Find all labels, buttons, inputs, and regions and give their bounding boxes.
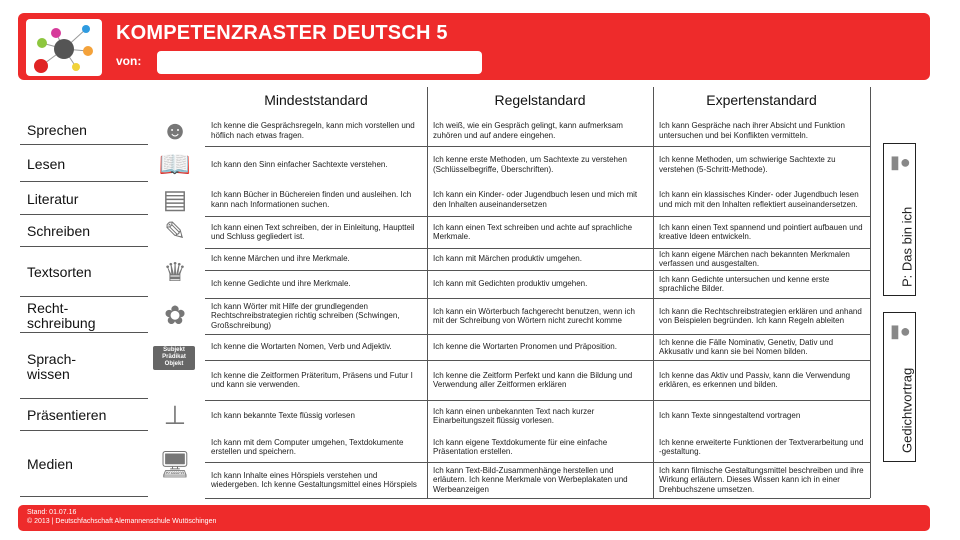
label-underline: [20, 144, 148, 145]
project-box-das-bin-ich: [883, 143, 916, 296]
competence-cell: Ich kenne die Fälle Nominativ, Genetiv, Dativ und Akkusativ und kann sie bei Nomen bilden.: [659, 337, 834, 356]
school-logo: [26, 19, 102, 76]
competence-label: Sprach- wissen: [27, 351, 77, 382]
project-label: P: Das bin ich: [899, 206, 914, 287]
column-header-regelstandard: Regelstandard: [494, 92, 586, 108]
competence-cell: Ich kann eigene Märchen nach bekannten Merkmalen verfassen und ausgestalten.: [659, 249, 850, 268]
competence-label: Sprechen: [27, 121, 87, 138]
project-box-gedichtvortrag: [883, 312, 916, 462]
competence-cell: Ich kann Text-Bild-Zusammenhänge herstellen und erläutern. Ich kenne Merkmale von Werbeplakaten und Werbeanzeigen: [433, 465, 628, 494]
table-bottom: [205, 498, 870, 499]
competence-cell: Ich kann eigene Textdokumente für eine einfache Präsentation erstellen.: [433, 437, 608, 456]
competence-cell: Ich weiß, wie ein Gespräch gelingt, kann aufmerksam zuhören und auf andere eingehen.: [433, 121, 623, 140]
competence-cell: Ich kann ein Wörterbuch fachgerecht benutzen, wenn ich mit der Schreibung von Wörtern nicht zurecht komme: [433, 306, 635, 325]
label-underline: [20, 430, 148, 431]
competence-label: Recht- schreibung: [27, 300, 96, 331]
book-icon: 📖: [158, 148, 192, 179]
competence-cell: Ich kann Texte sinngestaltend vortragen: [659, 411, 801, 421]
footer-copyright: © 2013 | Deutschfachschaft Alemannenschule Wutöschingen: [27, 518, 217, 525]
competence-cell: Ich kann einen Text spannend und pointiert aufbauen und kreative Ideen entwickeln.: [659, 222, 863, 241]
competence-label: Textsorten: [27, 264, 92, 280]
competence-cell: Ich kenne die Wortarten Pronomen und Präposition.: [433, 342, 617, 352]
footer-date: Stand: 01.07.16: [27, 509, 77, 516]
computer-icon: 🖥: [158, 449, 192, 479]
label-underline: [20, 214, 148, 215]
competence-cell: Ich kenne Methoden, um schwierige Sachtexte zu verstehen (5-Schritt-Methode).: [659, 155, 836, 174]
pen-icon: ✎: [164, 216, 186, 246]
network-logo-icon: [26, 19, 102, 76]
competence-cell: Ich kann Inhalte eines Hörspiels verstehen und wiedergeben. Ich kenne Gestaltungsmittel eines Hörspiels: [211, 470, 417, 489]
competence-cell: Ich kann Wörter mit Hilfe der grundlegenden Rechtschreibstrategien richtig schreiben (Schwingen, Großschreibung): [211, 301, 400, 330]
competence-cell: Ich kann Bücher in Büchereien finden und ausleihen. Ich kann nach Informationen suchen.: [211, 190, 412, 209]
project-label: Gedichtvortrag: [899, 367, 914, 453]
competence-cell: Ich kenne die Wortarten Nomen, Verb und Adjektiv.: [211, 342, 392, 352]
label-underline: [20, 496, 148, 497]
label-underline: [20, 296, 148, 297]
competence-cell: Ich kann Gespräche nach ihrer Absicht und Funktion untersuchen und bei Konflikten vermitteln.: [659, 121, 845, 140]
competence-cell: Ich kann einen Text schreiben, der in Einleitung, Hauptteil und Schluss gegliedert ist.: [211, 222, 415, 241]
competence-label: Schreiben: [27, 223, 91, 239]
books-icon: ▤: [162, 183, 188, 214]
competence-cell: Ich kann die Rechtschreibstrategien erklären und anhand von Beispielen begründen. Ich kann Regeln ableiten: [659, 306, 862, 325]
von-label: von:: [116, 54, 142, 68]
page-title: KOMPETENZRASTER DEUTSCH 5: [116, 22, 448, 44]
competence-cell: Ich kann ein klassisches Kinder- oder Jugendbuch lesen und mich mit den Inhalten reflektiert auseinandersetzen.: [659, 190, 859, 209]
presentation-icon: ▮●: [890, 321, 911, 341]
competence-cell: Ich kann einen Text schreiben und achte auf sprachliche Merkmale.: [433, 222, 633, 241]
competence-cell: Ich kann ein Kinder- oder Jugendbuch lesen und mich mit den Inhalten auseinandersetzen: [433, 190, 638, 209]
label-underline: [20, 332, 148, 333]
smiley-icon: ☻: [161, 114, 189, 145]
competence-cell: Ich kenne das Aktiv und Passiv, kann die Verwendung erklären, es erkennen und bilden.: [659, 370, 851, 389]
competence-cell: Ich kenne die Gesprächsregeln, kann mich vorstellen und höflich nach etwas fragen.: [211, 121, 415, 140]
competence-cell: Ich kenne Gedichte und ihre Merkmale.: [211, 279, 351, 289]
competence-cell: Ich kenne erste Methoden, um Sachtexte zu verstehen (Schlüsselbegriffe, Überschriften).: [433, 155, 627, 174]
footer: [18, 505, 930, 531]
competence-label: Präsentieren: [27, 407, 107, 423]
competence-label: Literatur: [27, 190, 79, 207]
column-header-expertenstandard: Expertenstandard: [706, 92, 817, 108]
label-underline: [20, 398, 148, 399]
competence-cell: Ich kenne erweiterte Funktionen der Textverarbeitung und -gestaltung.: [659, 437, 864, 456]
competence-cell: Ich kann mit dem Computer umgehen, Textdokumente erstellen und speichern.: [211, 437, 404, 456]
divider: [870, 87, 871, 498]
name-input[interactable]: [157, 51, 482, 74]
competence-cell: Ich kann den Sinn einfacher Sachtexte verstehen.: [211, 159, 388, 169]
competence-cell: Ich kenne die Zeitform Perfekt und kann die Bildung und Verwendung aller Zeitformen erklären: [433, 370, 633, 389]
competence-cell: Ich kenne die Zeitformen Präteritum, Präsens und Futur I und kann sie verwenden.: [211, 370, 413, 389]
label-underline: [20, 246, 148, 247]
competence-cell: Ich kann mit Gedichten produktiv umgehen.: [433, 279, 588, 289]
competence-label: Lesen: [27, 155, 66, 172]
grammar-sign-icon: Subjekt Prädikat Objekt: [153, 346, 195, 370]
competence-cell: Ich kann filmische Gestaltungsmittel beschreiben und ihre Wirkung erläutern. Dieses Wissen kann ich in einer Drehbuchszene umsetzen.: [659, 465, 864, 494]
header-bar: [18, 13, 930, 80]
competence-cell: Ich kann Gedichte untersuchen und kenne erste sprachliche Bilder.: [659, 274, 830, 293]
competence-cell: Ich kenne Märchen und ihre Merkmale.: [211, 254, 350, 264]
lectern-icon: ⊥: [163, 400, 187, 430]
competence-cell: Ich kann mit Märchen produktiv umgehen.: [433, 254, 582, 264]
competence-cell: Ich kann bekannte Texte flüssig vorlesen: [211, 411, 355, 421]
presentation-icon: ▮●: [890, 152, 911, 172]
competence-cell: Ich kann einen unbekannten Text nach kurzer Einarbeitungszeit flüssig vorlesen.: [433, 406, 595, 425]
column-header-mindeststandard: Mindeststandard: [264, 92, 368, 108]
label-underline: [20, 181, 148, 182]
spelling-strategies-icon: ✿: [164, 300, 186, 330]
competence-label: Medien: [27, 456, 73, 472]
crown-icon: ♛: [163, 257, 187, 287]
